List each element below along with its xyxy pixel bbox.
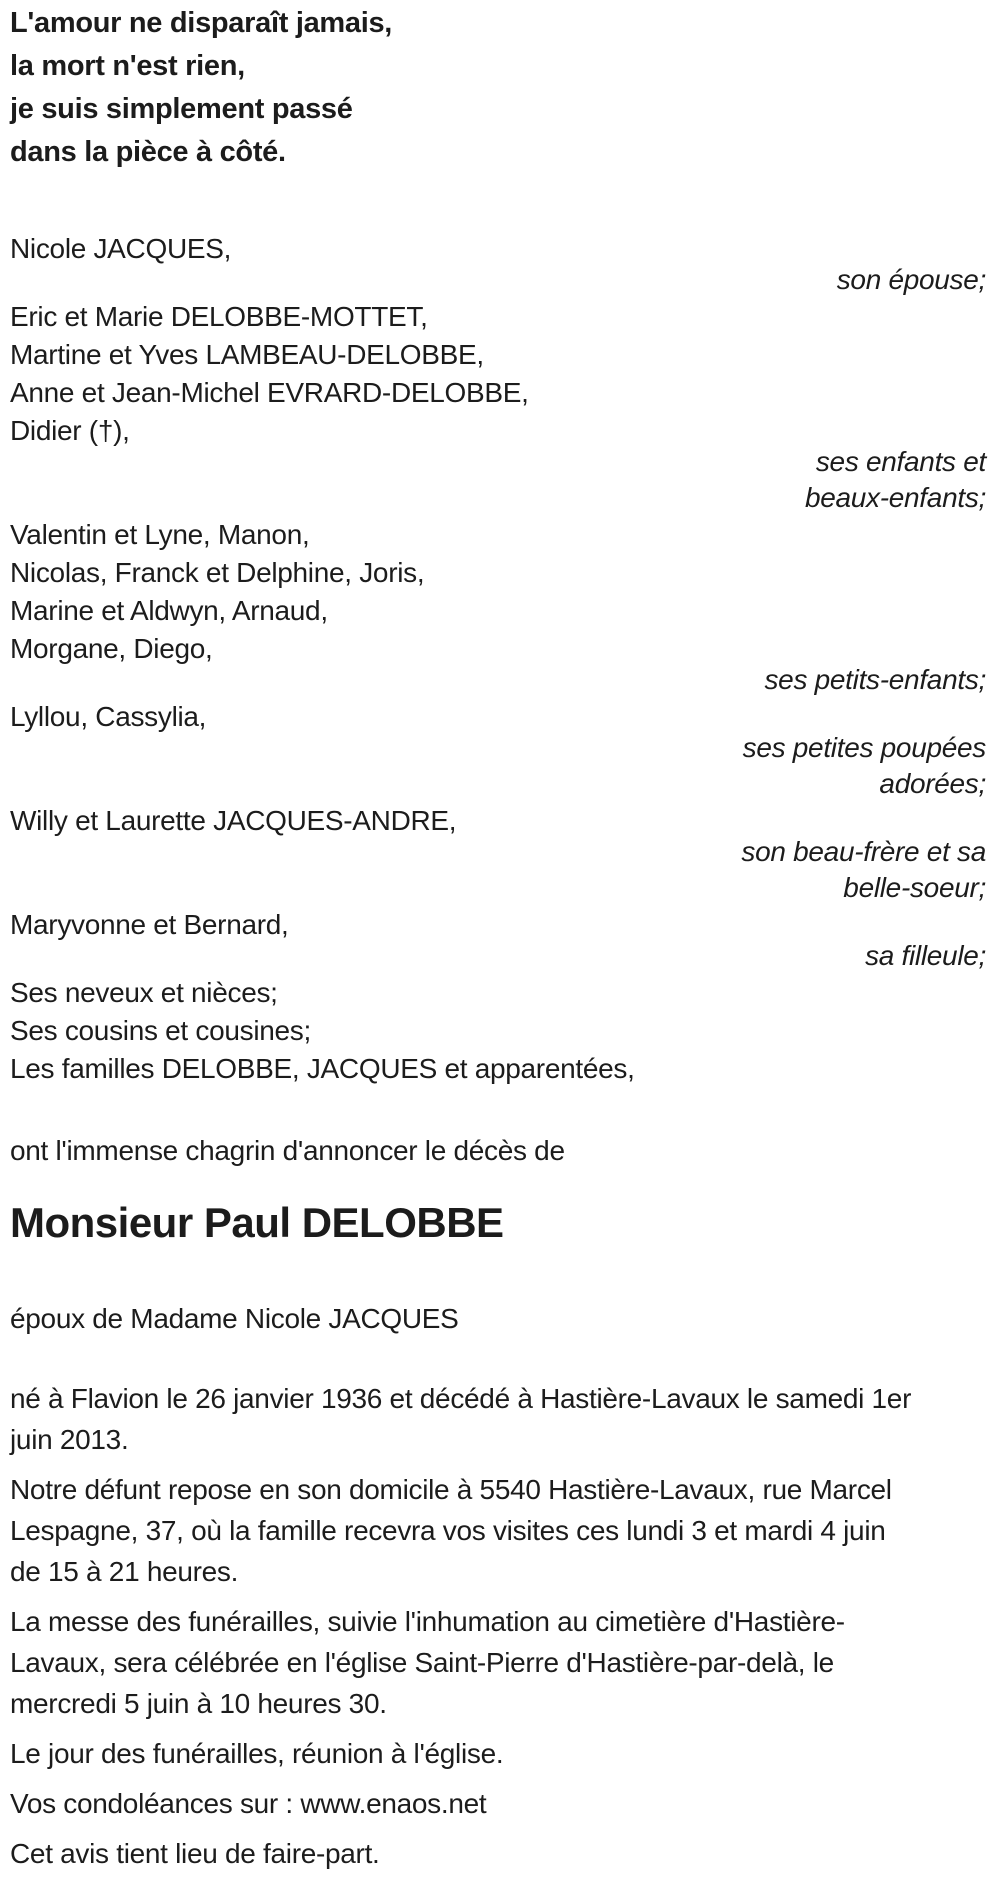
- paragraph-line: Lespagne, 37, où la famille recevra vos visites ces lundi 3 et mardi 4 juin: [10, 1515, 886, 1546]
- paragraph-condolences: [10, 1783, 986, 1824]
- paragraph-reunion: [10, 1733, 986, 1774]
- deceased-name: Monsieur Paul DELOBBE: [10, 1199, 504, 1246]
- paragraph-line: Cet avis tient lieu de faire-part.: [10, 1838, 380, 1869]
- family-names-line: Anne et Jean-Michel EVRARD-DELOBBE,: [10, 377, 529, 408]
- relation-block: [10, 444, 986, 516]
- spouse-line: époux de Madame Nicole JACQUES: [10, 1303, 459, 1334]
- relation-line: ses petits-enfants;: [764, 664, 986, 695]
- paragraph-line: Le jour des funérailles, réunion à l'église.: [10, 1738, 504, 1769]
- family-group-spouse: [10, 230, 986, 298]
- family-list: [10, 230, 986, 1088]
- paragraph-line: né à Flavion le 26 janvier 1936 et décédé à Hastière-Lavaux le samedi 1er: [10, 1383, 912, 1414]
- epigraph-line: la mort n'est rien,: [10, 50, 245, 82]
- family-names-line: Marine et Aldwyn, Arnaud,: [10, 595, 328, 626]
- family-group-inlaws: [10, 802, 986, 906]
- details-section: [10, 1378, 986, 1874]
- relation-line: beaux-enfants;: [804, 482, 986, 513]
- epigraph-line: L'amour ne disparaît jamais,: [10, 7, 393, 39]
- paragraph-line: Lavaux, sera célébrée en l'église Saint-Pierre d'Hastière-par-delà, le: [10, 1647, 834, 1678]
- relation-block: [10, 834, 986, 906]
- family-names-line: Nicolas, Franck et Delphine, Joris,: [10, 557, 425, 588]
- family-group-extended: [10, 974, 986, 1088]
- relation-line: son beau-frère et sa: [741, 836, 986, 867]
- condolences-url-line: Vos condoléances sur : www.enaos.net: [10, 1788, 487, 1819]
- paragraph-line: La messe des funérailles, suivie l'inhumation au cimetière d'Hastière-: [10, 1606, 845, 1637]
- family-names-line: Lyllou, Cassylia,: [10, 701, 207, 732]
- paragraph-line: juin 2013.: [10, 1424, 129, 1455]
- paragraph-visits: [10, 1469, 986, 1592]
- family-names-line: Willy et Laurette JACQUES-ANDRE,: [10, 805, 457, 836]
- family-group-children: [10, 298, 986, 516]
- paragraph-funeral-mass: [10, 1601, 986, 1724]
- epigraph: [10, 2, 986, 174]
- family-names-line: Morgane, Diego,: [10, 633, 213, 664]
- family-group-goddaughter: [10, 906, 986, 974]
- family-names-line: Nicole JACQUES,: [10, 233, 232, 264]
- relation-block: [10, 730, 986, 802]
- relation-line: ses petites poupées: [742, 732, 986, 763]
- paragraph-line: mercredi 5 juin à 10 heures 30.: [10, 1688, 387, 1719]
- paragraph-birth-death: [10, 1378, 986, 1460]
- family-names-line: Ses cousins et cousines;: [10, 1015, 311, 1046]
- announcement-text: ont l'immense chagrin d'annoncer le décès de: [10, 1135, 565, 1166]
- family-names-line: Martine et Yves LAMBEAU-DELOBBE,: [10, 339, 484, 370]
- family-group-greatgrandchildren: [10, 698, 986, 802]
- epigraph-line: je suis simplement passé: [10, 93, 353, 125]
- family-names-line: Valentin et Lyne, Manon,: [10, 519, 310, 550]
- relation-line: son épouse;: [836, 264, 986, 295]
- family-names-line: Didier (†),: [10, 415, 130, 446]
- paragraph-line: Notre défunt repose en son domicile à 5540 Hastière-Lavaux, rue Marcel: [10, 1474, 892, 1505]
- relation-line: adorées;: [879, 768, 986, 799]
- paragraph-line: de 15 à 21 heures.: [10, 1556, 239, 1587]
- relation-line: belle-soeur;: [843, 872, 986, 903]
- epigraph-line: dans la pièce à côté.: [10, 136, 286, 168]
- family-names-line: Maryvonne et Bernard,: [10, 909, 289, 940]
- paragraph-notice: [10, 1833, 986, 1874]
- family-names-line: Eric et Marie DELOBBE-MOTTET,: [10, 301, 428, 332]
- family-group-grandchildren: [10, 516, 986, 698]
- relation-line: sa filleule;: [865, 940, 986, 971]
- family-names-line: Ses neveux et nièces;: [10, 977, 278, 1008]
- family-names-line: Les familles DELOBBE, JACQUES et apparentées,: [10, 1053, 635, 1084]
- relation-line: ses enfants et: [815, 446, 986, 477]
